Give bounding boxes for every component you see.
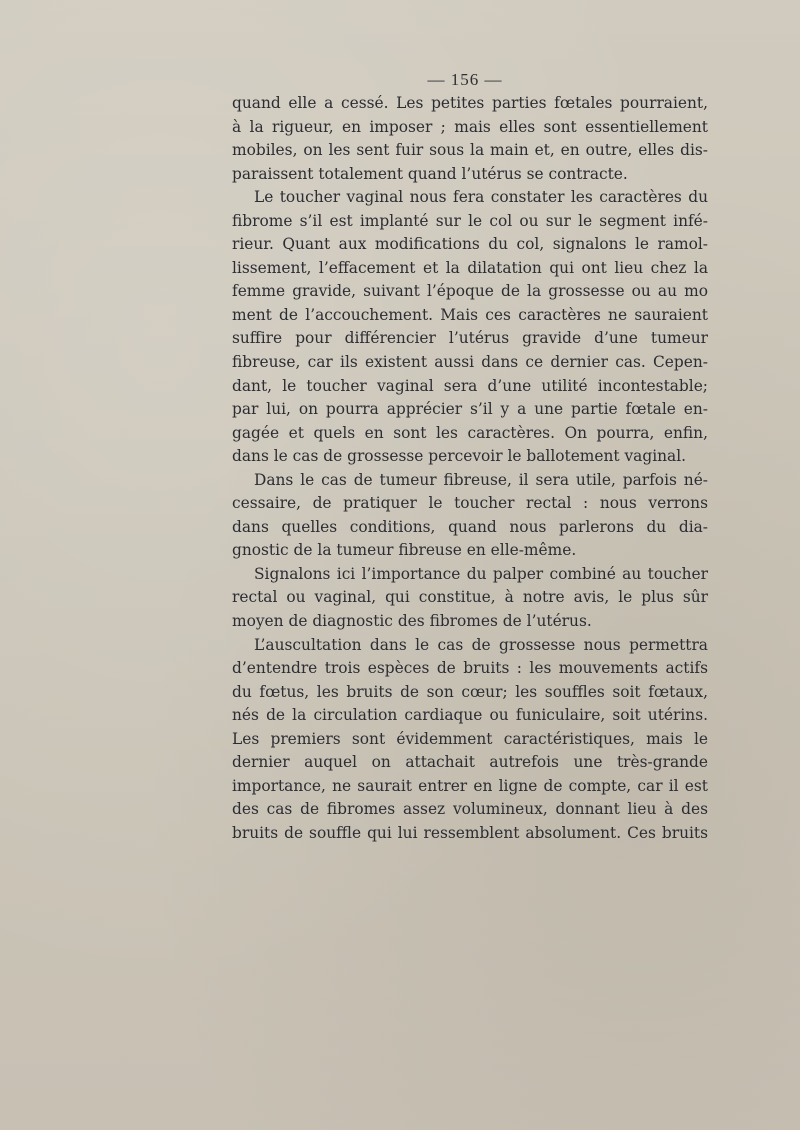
text-line: paraissent totalement quand l’utérus se contracte. <box>232 164 628 183</box>
text-line: par lui, on pourra apprécier s’il y a une partie fœtale en- <box>232 400 708 419</box>
text-line: L’auscultation dans le cas de grossesse nous permettra <box>254 635 708 654</box>
text-line: bruits de souffle qui lui ressemblent absolument. Ces bruits <box>232 823 708 842</box>
text-line: Signalons ici l’importance du palper combiné au toucher <box>254 564 708 583</box>
text-line: à la rigueur, en imposer ; mais elles sont essentiellement <box>232 117 708 136</box>
text-line: rectal ou vaginal, qui constitue, à notre avis, le plus sûr <box>232 588 708 607</box>
text-line: lissement, l’effacement et la dilatation qui ont lieu chez la <box>232 258 708 277</box>
text-line: rieur. Quant aux modifications du col, signalons le ramol- <box>232 235 708 254</box>
text-line: gagée et quels en sont les caractères. On pourra, enfin, <box>232 423 708 442</box>
text-line: cessaire, de pratiquer le toucher rectal : nous verrons <box>232 494 708 513</box>
text-line: moyen de diagnostic des fibromes de l’utérus. <box>232 612 592 631</box>
body-text <box>232 92 708 846</box>
text-line: Les premiers sont évidemment caractéristiques, mais le <box>232 729 708 748</box>
text-line: Le toucher vaginal nous fera constater les caractères du <box>254 188 708 207</box>
text-line: dans quelles conditions, quand nous parlerons du dia- <box>232 517 708 536</box>
text-line: dans le cas de grossesse percevoir le ballotement vaginal. <box>232 447 687 466</box>
page-number: — 156 — <box>427 70 503 89</box>
text-line: importance, ne saurait entrer en ligne de compte, car il est <box>232 776 708 795</box>
text-line: fibrome s’il est implanté sur le col ou sur le segment infé- <box>232 211 708 230</box>
text-line: du fœtus, les bruits de son cœur; les souffles soit fœtaux, <box>232 682 708 701</box>
text-line: dernier auquel on attachait autrefois une très-grande <box>232 753 708 772</box>
text-line: des cas de fibromes assez volumineux, donnant lieu à des <box>232 800 708 819</box>
text-line: d’entendre trois espèces de bruits : les mouvements actifs <box>232 659 708 678</box>
text-line: nés de la circulation cardiaque ou funiculaire, soit utérins. <box>232 706 708 725</box>
text-line: fibreuse, car ils existent aussi dans ce dernier cas. Cepen- <box>232 353 708 372</box>
text-line: dant, le toucher vaginal sera d’une utilité incontestable; <box>232 376 708 395</box>
text-line: gnostic de la tumeur fibreuse en elle-même. <box>232 541 577 560</box>
text-line: Dans le cas de tumeur fibreuse, il sera utile, parfois né- <box>254 470 708 489</box>
text-line: mobiles, on les sent fuir sous la main et, en outre, elles dis- <box>232 141 708 160</box>
text-line: suffire pour différencier l’utérus gravide d’une tumeur <box>232 329 708 348</box>
text-line: quand elle a cessé. Les petites parties fœtales pourraient, <box>232 94 708 112</box>
text-line: femme gravide, suivant l’époque de la grossesse ou au mo <box>232 282 708 301</box>
text-line: ment de l’accouchement. Mais ces caractères ne sauraient <box>232 305 708 324</box>
